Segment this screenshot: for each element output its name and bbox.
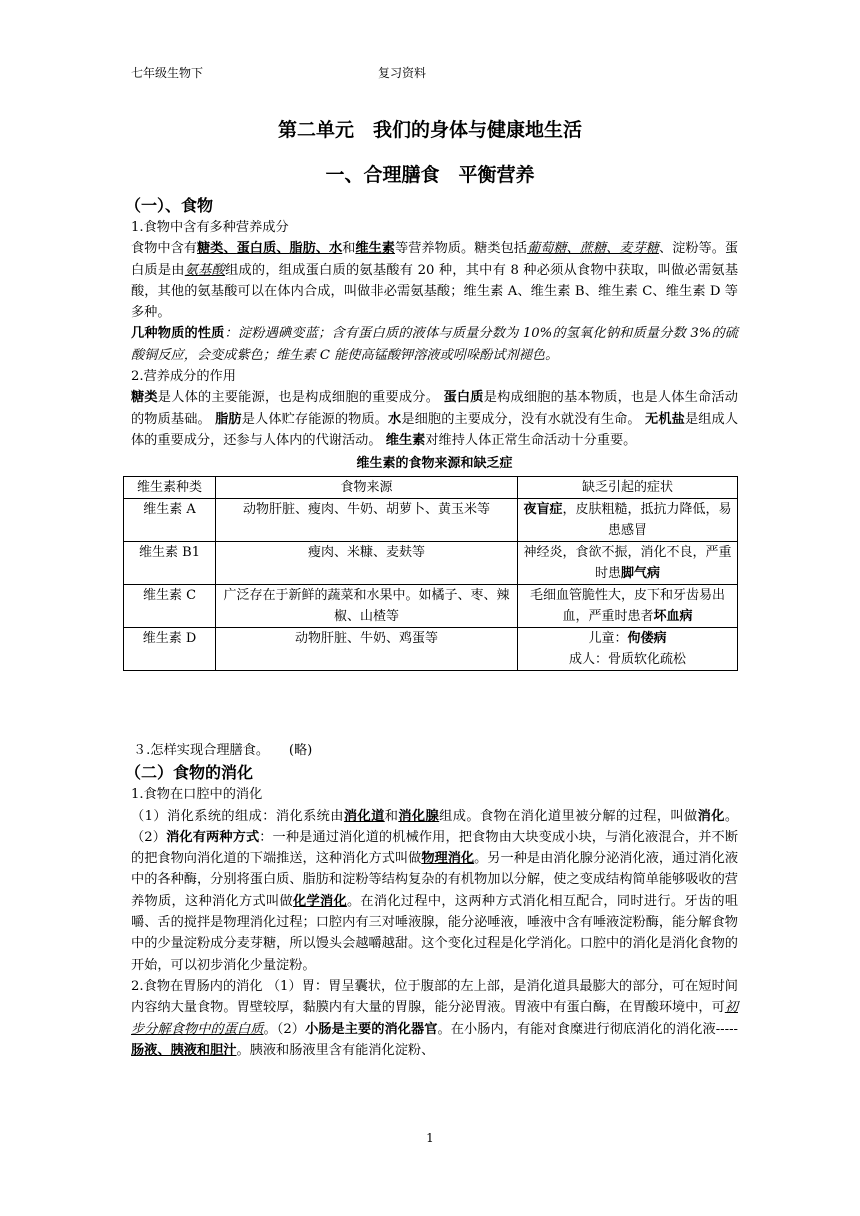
table-row xyxy=(124,541,738,584)
paragraph-nutrients: 食物中含有糖类、蛋白质、脂肪、水和维生素等营养物质。糖类包括葡萄糖、蔗糖、麦芽糖、淀粉等。蛋白质是由氨基酸组成的，组成蛋白质的氨基酸有 20 种，其中有 8 种必须从食物中获取，叫做必需氨基酸，其他的氨基酸可以在体内合成，叫做非必需氨基酸；维生素 A、维生素 B、维生素 C、维生素 D 等多种。 xyxy=(131,241,739,321)
section-heading-digestion: （二）食物的消化 xyxy=(125,763,254,783)
table-cell: 夜盲症，皮肤粗糙，抵抗力降低，易患感冒 xyxy=(518,498,738,541)
table-cell: 儿童：佝偻病 成人：骨质软化疏松 xyxy=(518,627,738,670)
table-cell: 神经炎，食欲不振，消化不良，严重时患脚气病 xyxy=(518,541,738,584)
table-header-row xyxy=(124,476,738,498)
table-row xyxy=(124,498,738,541)
vitamin-table xyxy=(123,476,738,671)
table-row xyxy=(124,627,738,670)
table-row xyxy=(124,584,738,627)
paragraph-stomach-intestine: 2.食物在胃肠内的消化 （1）胃：胃呈囊状，位于腹部的左上部，是消化道具最膨大的部分，可在短时间内容纳大量食物。胃壁较厚，黏膜内有大量的胃腺，能分泌胃液。胃液中有蛋白酶，在胃酸环境中，可初步分解食物中的蛋白质。（2）小肠是主要的消化器官。在小肠内，有能对食糜进行彻底消化的消化液-----肠液、胰液和胆汁。胰液和肠液里含有能消化淀粉、 xyxy=(131,978,738,1058)
table-header-cell: 缺乏引起的症状 xyxy=(518,476,738,498)
paragraph-properties: 几种物质的性质：淀粉遇碘变蓝；含有蛋白质的液体与质量分数为 10%的氢氧化钠和质量分数 3%的硫酸铜反应，会变成紫色；维生素 C 能使高锰酸钾溶液或吲哚酚试剂褪色。 xyxy=(131,326,738,363)
table-header-cell: 维生素种类 xyxy=(124,476,216,498)
subheading-functions: 2.营养成分的作用 xyxy=(131,369,236,385)
header-left: 七年级生物下 xyxy=(131,66,204,80)
table-cell: 维生素 A xyxy=(124,498,216,541)
section-heading-food: （一）、食物 xyxy=(125,196,214,215)
table-cell: 广泛存在于新鲜的蔬菜和水果中。如橘子、枣、辣椒、山楂等 xyxy=(216,584,518,627)
table-cell: 维生素 C xyxy=(124,584,216,627)
section-food xyxy=(125,194,739,671)
table-cell: 毛细血管脆性大，皮下和牙齿易出血，严重时患者坏血病 xyxy=(518,584,738,627)
table-cell: 维生素 B1 xyxy=(124,541,216,584)
subheading-mouth: 1.食物在口腔中的消化 xyxy=(131,787,263,803)
table-cell: 维生素 D xyxy=(124,627,216,670)
table-cell: 瘦肉、米糠、麦麸等 xyxy=(216,541,518,584)
table-caption: 维生素的食物来源和缺乏症 xyxy=(356,456,513,472)
page-subtitle: 一、合理膳食 平衡营养 xyxy=(325,164,535,186)
section-digestion xyxy=(125,740,739,1061)
subheading-diet: ３.怎样实现合理膳食。 (略) xyxy=(133,743,313,758)
table-cell: 动物肝脏、牛奶、鸡蛋等 xyxy=(216,627,518,670)
table-cell: 动物肝脏、瘦肉、牛奶、胡萝卜、黄玉米等 xyxy=(216,498,518,541)
header-center: 复习资料 xyxy=(378,66,427,80)
subheading-nutrients: 1.食物中含有多种营养成分 xyxy=(131,220,289,235)
table-header-cell: 食物来源 xyxy=(216,476,518,498)
paragraph-mouth: （1）消化系统的组成：消化系统由消化道和消化腺组成。食物在消化道里被分解的过程，叫做消化。（2）消化有两种方式：一种是通过消化道的机械作用，把食物由大块变成小块，与消化液混合，并不断的把食物向消化道的下端推送，这种消化方式叫做物理消化。另一种是由消化腺分泌消化液，通过消化液中的各种酶，分别将蛋白质、脂肪和淀粉等结构复杂的有机物加以分解，使之变成结构简单能够吸收的营养物质，这种消化方式叫做化学消化。在消化过程中，这两种方式消化相互配合，同时进行。牙齿的咀嚼、舌的搅拌是物理消化过程；口腔内有三对唾液腺，能分泌唾液，唾液中含有唾液淀粉酶，能分解食物中的少量淀粉成分麦芽糖，所以馒头会越嚼越甜。这个变化过程是化学消化。口腔中的消化是消化食物的开始，可以初步消化少量淀粉。 xyxy=(131,808,739,973)
paragraph-functions: 糖类是人体的主要能源，也是构成细胞的重要成分。 蛋白质是构成细胞的基本物质，也是人体生命活动的物质基础。 脂肪是人体贮存能源的物质。水是细胞的主要成分，没有水就没有生命。 无机盐是组成人体的重要成分，还参与人体内的代谢活动。 维生素对维持人体正常生命活动十分重要。 xyxy=(131,390,739,448)
page-title: 第二单元 我们的身体与健康地生活 xyxy=(277,119,582,141)
page-number: 1 xyxy=(426,1131,434,1145)
